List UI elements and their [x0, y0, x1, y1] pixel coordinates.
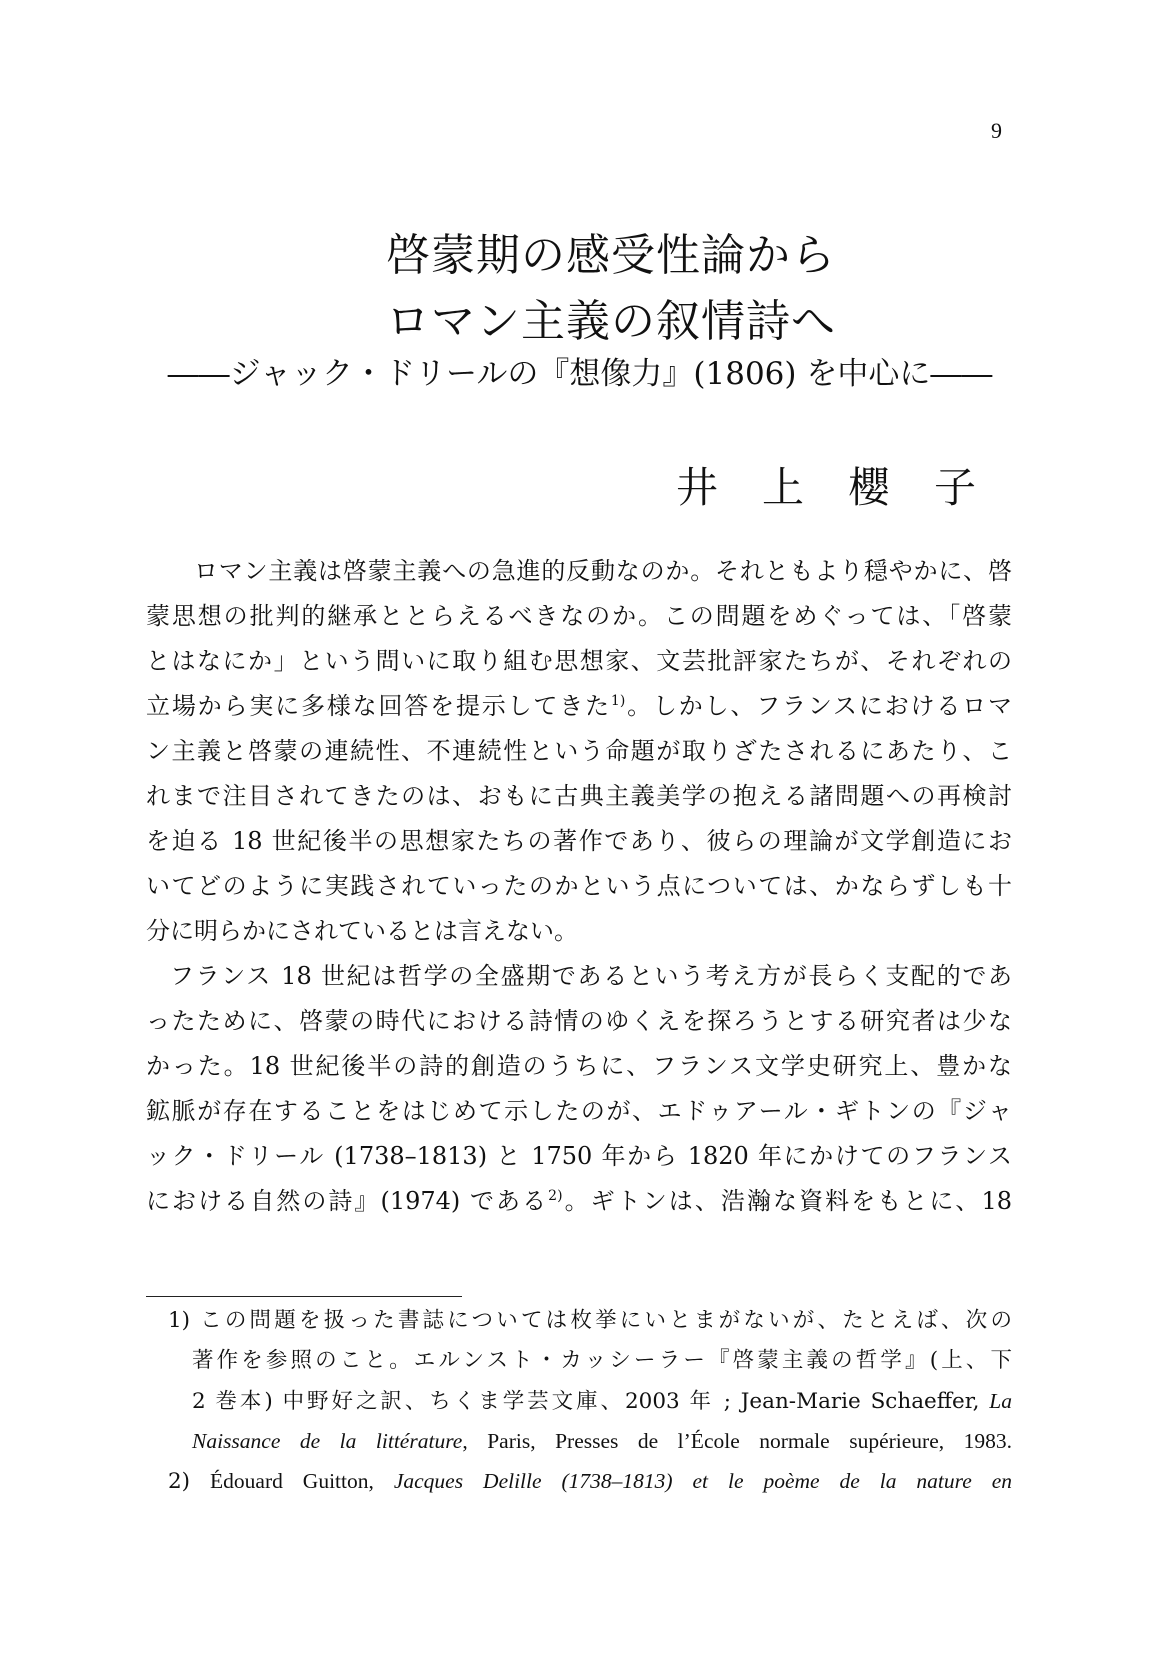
- subtitle: ――ジャック・ドリールの『想像力』(1806) を中心に――: [167, 356, 993, 392]
- footnote-rule: [146, 1296, 462, 1297]
- footnote-1-line-3: [192, 1386, 1012, 1417]
- body-line: ったために、啓蒙の時代における詩情のゆくえを探ろうとする研究者は少な: [146, 1007, 1012, 1035]
- footnote-italic: Jacques Delille (1738–1813) et le poème de la nature en: [393, 1469, 1012, 1493]
- body-line: 蒙思想の批判的継承ととらえるべきなのか。この問題をめぐっては、「啓蒙: [146, 602, 1012, 630]
- footnote-1-line-1: [168, 1306, 1012, 1336]
- body-line: 分に明らかにされているとは言えない。: [146, 917, 578, 945]
- footnote-text: Édouard Guitton,: [190, 1469, 394, 1493]
- footnote-text: この問題を扱った書誌については枚挙にいとまがないが、たとえば、次の: [200, 1308, 1012, 1333]
- body-text: 立場から実に多様な回答を提示してきた: [146, 692, 611, 720]
- footnote-italic: La: [989, 1389, 1012, 1413]
- footnote-italic: Naissance de la littérature: [192, 1429, 463, 1453]
- footnote-text: , Paris, Presses de l’École normale supérieure, 1983.: [462, 1429, 1012, 1453]
- body-line: [146, 690, 1012, 722]
- body-line: れまで注目されてきたのは、おもに古典主義美学の抱える諸問題への再検討: [146, 782, 1012, 810]
- title-line-2: ロマン主義の叙情詩へ: [386, 296, 836, 347]
- footnote-1-line-2: 著作を参照のこと。エルンスト・カッシーラー『啓蒙主義の哲学』(上、下: [192, 1348, 1012, 1373]
- body-line: フランス 18 世紀は哲学の全盛期であるという考え方が長らく支配的であ: [170, 962, 1012, 990]
- body-line: かった。18 世紀後半の詩的創造のうちに、フランス文学史研究上、豊かな: [146, 1052, 1012, 1080]
- body-line: ック・ドリール (1738–1813) と 1750 年から 1820 年にかけてのフランス: [146, 1142, 1012, 1170]
- body-text: における自然の詩』(1974) である: [146, 1187, 549, 1215]
- body-text: 。ギトンは、浩瀚な資料をもとに、18: [562, 1187, 1012, 1215]
- footnote-2-line-1: [168, 1466, 1012, 1497]
- body-line: 鉱脈が存在することをはじめて示したのが、エドゥアール・ギトンの『ジャ: [146, 1097, 1012, 1125]
- body-text: 。しかし、フランスにおけるロマ: [625, 692, 1013, 720]
- body-line: を迫る 18 世紀後半の思想家たちの著作であり、彼らの理論が文学創造にお: [146, 827, 1012, 855]
- body-line: とはなにか」という問いに取り組む思想家、文芸批評家たちが、それぞれの: [146, 647, 1012, 675]
- title-line-1: 啓蒙期の感受性論から: [386, 230, 836, 281]
- body-line: [146, 1185, 1012, 1217]
- footnote-ref-2[interactable]: 2): [548, 1188, 563, 1204]
- body-line: ン主義と啓蒙の連続性、不連続性という命題が取りざたされるにあたり、こ: [146, 737, 1012, 765]
- footnote-1-line-4: [192, 1426, 1012, 1457]
- footnote-ref-1[interactable]: 1): [610, 693, 626, 709]
- footnote-text: 2 巻本) 中野好之訳、ちくま学芸文庫、2003 年 ; Jean-Marie Schaeffer,: [192, 1389, 990, 1414]
- author-name: 井上櫻子: [676, 463, 1021, 512]
- body-line: ロマン主義は啓蒙主義への急進的反動なのか。それともより穏やかに、啓: [194, 557, 1012, 585]
- footnote-marker: 2): [168, 1469, 191, 1494]
- footnote-marker: 1): [168, 1308, 191, 1333]
- page-number: 9: [991, 118, 1002, 143]
- body-line: いてどのように実践されていったのかという点については、かならずしも十: [146, 872, 1012, 900]
